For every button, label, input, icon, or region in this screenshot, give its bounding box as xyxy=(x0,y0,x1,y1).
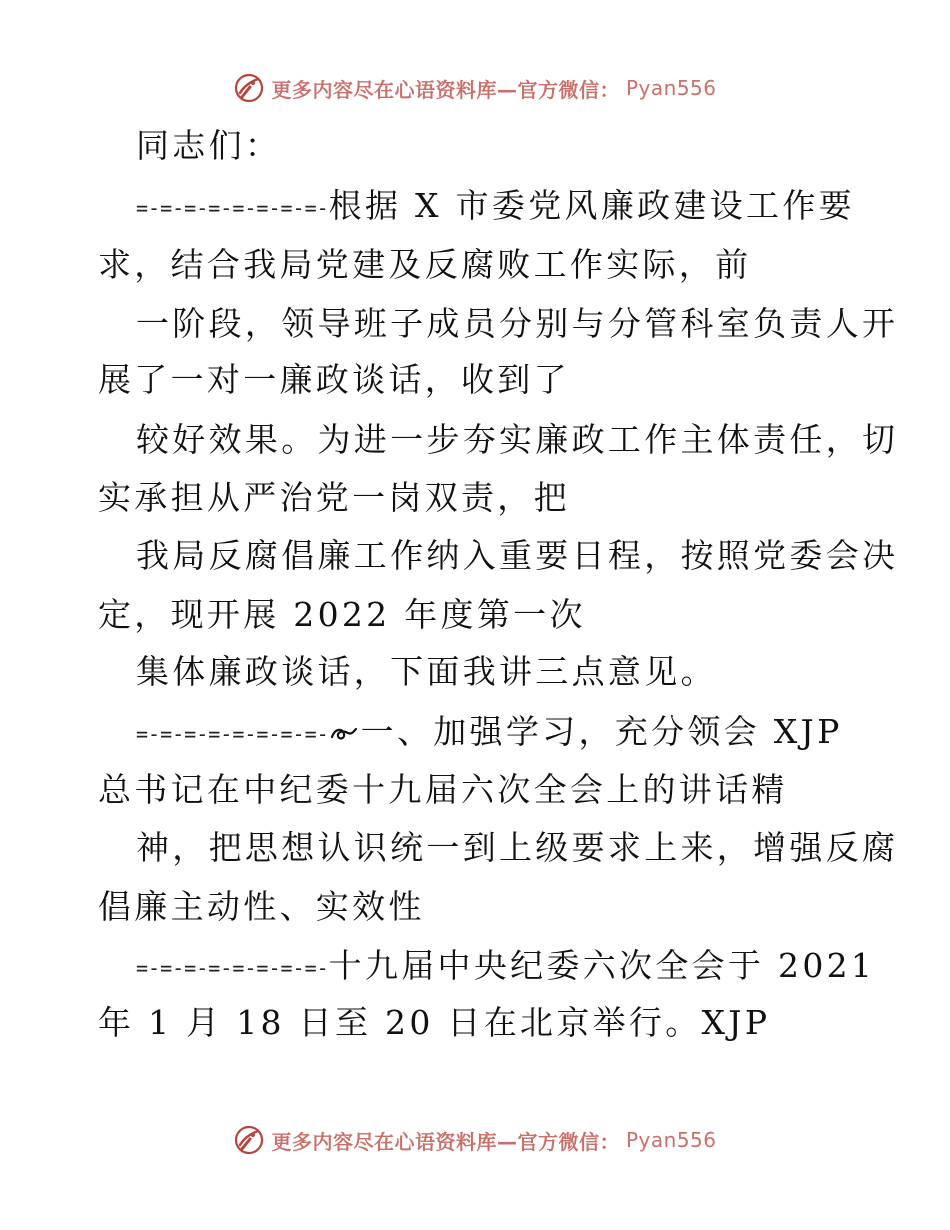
paragraph-line: 总书记在中纪委十九届六次全会上的讲话精 xyxy=(98,770,788,809)
dash-marker: =-=-=-=-=-=-=-=- xyxy=(136,722,329,746)
pen-logo-icon xyxy=(233,1124,265,1156)
paragraph-line: 神，把思想认识统一到上级要求上来，增强反腐 xyxy=(136,828,899,867)
paragraph-line: 求，结合我局党建及反腐败工作实际，前 xyxy=(98,245,752,284)
paragraph-line: 年 1 月 18 日至 20 日在北京举行。XJP xyxy=(98,1003,771,1042)
paragraph-line: 较好效果。为进一步夯实廉政工作主体责任，切 xyxy=(136,420,899,459)
watermark-text: 更多内容尽在心语资料库—官方微信： xyxy=(271,1129,620,1154)
paragraph-line xyxy=(136,942,875,992)
paragraph-line: 展了一对一廉政谈话，收到了 xyxy=(98,360,570,399)
salutation: 同志们： xyxy=(136,126,282,165)
watermark-text: 更多内容尽在心语资料库—官方微信： xyxy=(271,77,620,102)
paragraph-text: 十九届中央纪委六次全会于 2021 xyxy=(328,946,876,985)
dash-marker: =-=-=-=-=-=-=-=- xyxy=(136,196,329,220)
paragraph-line: 集体廉政谈话，下面我讲三点意见。 xyxy=(136,652,717,691)
watermark-footer xyxy=(0,1124,950,1156)
watermark-wechat-id: Pyan556 xyxy=(625,1128,717,1152)
paragraph-text: 根据 X 市委党风廉政建设工作要 xyxy=(328,186,855,225)
watermark-header xyxy=(0,72,950,104)
watermark-wechat-id: Pyan556 xyxy=(625,76,717,100)
paragraph-line xyxy=(136,182,855,232)
paragraph-line: 实承担从严治党一岗双责，把 xyxy=(98,478,570,517)
paragraph-line: 定，现开展 2022 年度第一次 xyxy=(98,595,586,634)
paragraph-line: 一阶段，领导班子成员分别与分管科室负责人开 xyxy=(136,304,899,343)
curl-ornament-icon xyxy=(329,724,359,744)
section-heading-text: 一、加强学习，充分领会 XJP xyxy=(360,712,843,751)
dash-marker: =-=-=-=-=-=-=-=- xyxy=(136,956,329,980)
section-heading-line xyxy=(136,708,843,758)
pen-logo-icon xyxy=(233,72,265,104)
paragraph-line: 我局反腐倡廉工作纳入重要日程，按照党委会决 xyxy=(136,536,899,575)
paragraph-line: 倡廉主动性、实效性 xyxy=(98,887,425,926)
